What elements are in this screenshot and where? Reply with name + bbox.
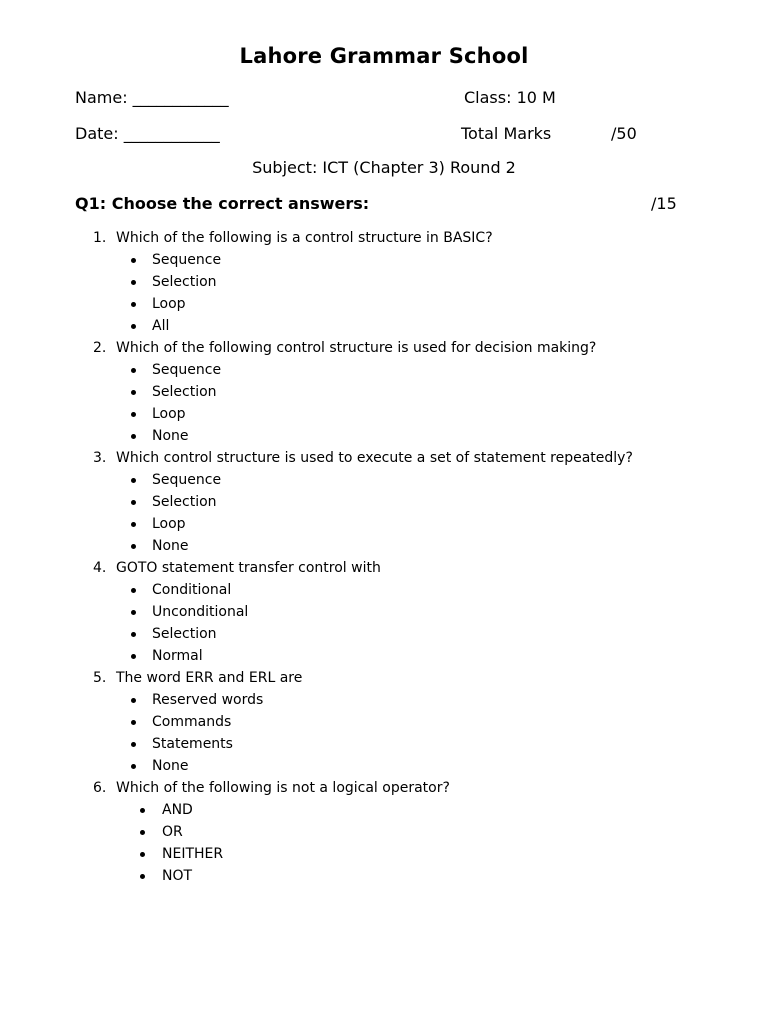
option-text: Reserved words: [152, 692, 264, 708]
option-text: Loop: [152, 406, 186, 422]
option-item: [0, 645, 768, 667]
option-text: None: [152, 428, 189, 444]
question-text: GOTO statement transfer control with: [116, 560, 381, 576]
bullet-icon: [131, 390, 136, 395]
option-item: [0, 623, 768, 645]
option-item: [0, 601, 768, 623]
option-text: Sequence: [152, 362, 222, 378]
option-text: Selection: [152, 274, 217, 290]
option-item: [0, 579, 768, 601]
option-item: [0, 821, 768, 843]
question-number: 3.: [93, 450, 107, 466]
option-item: [0, 469, 768, 491]
bullet-icon: [131, 742, 136, 747]
bullet-icon: [131, 544, 136, 549]
bullet-icon: [131, 500, 136, 505]
total-marks-label: Total Marks: [461, 124, 552, 143]
question-item: [0, 557, 768, 579]
question-text: Which control structure is used to execute a set of statement repeatedly?: [116, 450, 633, 466]
option-item: [0, 843, 768, 865]
bullet-icon: [140, 830, 145, 835]
option-text: Selection: [152, 494, 217, 510]
class-label: Class: 10 M: [464, 88, 556, 107]
date-field-label: Date: ____________: [75, 124, 220, 143]
option-text: Conditional: [152, 582, 232, 598]
school-title: Lahore Grammar School: [239, 44, 529, 68]
bullet-icon: [131, 258, 136, 263]
question-list: [0, 227, 768, 887]
option-item: [0, 359, 768, 381]
option-text: None: [152, 758, 189, 774]
bullet-icon: [131, 764, 136, 769]
bullet-icon: [140, 874, 145, 879]
option-text: Commands: [152, 714, 232, 730]
option-text: Loop: [152, 516, 186, 532]
question-item: [0, 447, 768, 469]
question-number: 4.: [93, 560, 107, 576]
option-item: [0, 755, 768, 777]
question-item: [0, 337, 768, 359]
option-text: Statements: [152, 736, 233, 752]
option-item: [0, 271, 768, 293]
subject-line: Subject: ICT (Chapter 3) Round 2: [252, 158, 516, 177]
question-marks: /15: [651, 194, 677, 213]
question-item: [0, 227, 768, 249]
question-number: 6.: [93, 780, 107, 796]
option-item: [0, 865, 768, 887]
bullet-icon: [131, 698, 136, 703]
bullet-icon: [131, 632, 136, 637]
option-text: Sequence: [152, 252, 222, 268]
option-text: NEITHER: [162, 846, 224, 862]
option-text: Selection: [152, 384, 217, 400]
option-item: [0, 799, 768, 821]
bullet-icon: [131, 654, 136, 659]
question-item: [0, 667, 768, 689]
option-item: [0, 711, 768, 733]
question-text: Which of the following is not a logical operator?: [116, 780, 450, 796]
question-text: Which of the following is a control structure in BASIC?: [116, 230, 493, 246]
bullet-icon: [131, 412, 136, 417]
bullet-icon: [131, 434, 136, 439]
option-text: None: [152, 538, 189, 554]
question-number: 5.: [93, 670, 107, 686]
bullet-icon: [131, 478, 136, 483]
bullet-icon: [131, 720, 136, 725]
bullet-icon: [131, 302, 136, 307]
bullet-icon: [140, 852, 145, 857]
option-item: [0, 491, 768, 513]
option-item: [0, 535, 768, 557]
option-item: [0, 513, 768, 535]
question-heading: Q1: Choose the correct answers:: [75, 194, 370, 213]
bullet-icon: [131, 368, 136, 373]
bullet-icon: [131, 610, 136, 615]
bullet-icon: [131, 280, 136, 285]
name-field-label: Name: ____________: [75, 88, 229, 107]
question-item: [0, 777, 768, 799]
option-item: [0, 403, 768, 425]
question-text: The word ERR and ERL are: [116, 670, 303, 686]
option-text: All: [152, 318, 170, 334]
option-item: [0, 689, 768, 711]
option-text: Loop: [152, 296, 186, 312]
option-item: [0, 381, 768, 403]
question-number: 2.: [93, 340, 107, 356]
option-text: Sequence: [152, 472, 222, 488]
option-text: Unconditional: [152, 604, 249, 620]
option-text: NOT: [162, 868, 193, 884]
bullet-icon: [131, 522, 136, 527]
option-text: Selection: [152, 626, 217, 642]
option-text: AND: [162, 802, 193, 818]
option-item: [0, 315, 768, 337]
question-number: 1.: [93, 230, 107, 246]
bullet-icon: [131, 324, 136, 329]
option-item: [0, 249, 768, 271]
option-item: [0, 425, 768, 447]
option-text: Normal: [152, 648, 203, 664]
bullet-icon: [140, 808, 145, 813]
total-marks-value: /50: [611, 124, 637, 143]
option-item: [0, 733, 768, 755]
bullet-icon: [131, 588, 136, 593]
option-item: [0, 293, 768, 315]
question-text: Which of the following control structure is used for decision making?: [116, 340, 597, 356]
option-text: OR: [162, 824, 183, 840]
